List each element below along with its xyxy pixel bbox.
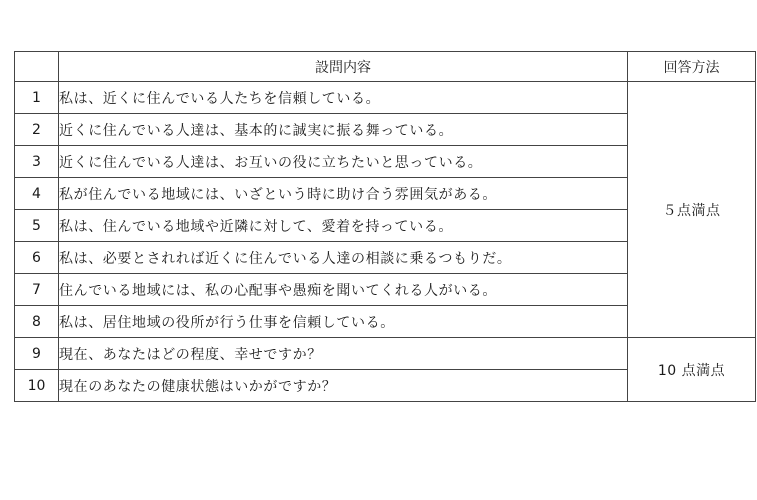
question-text: 私は、近くに住んでいる人たちを信頼している。 bbox=[59, 82, 628, 114]
question-number: 2 bbox=[15, 114, 59, 146]
question-number: 6 bbox=[15, 242, 59, 274]
question-text: 私は、住んでいる地域や近隣に対して、愛着を持っている。 bbox=[59, 210, 628, 242]
survey-table bbox=[14, 51, 756, 402]
question-number: 3 bbox=[15, 146, 59, 178]
table-body bbox=[15, 82, 756, 402]
question-number: 10 bbox=[15, 370, 59, 402]
question-text: 私は、必要とされれば近くに住んでいる人達の相談に乗るつもりだ。 bbox=[59, 242, 628, 274]
question-text: 現在のあなたの健康状態はいかがですか？ bbox=[59, 370, 628, 402]
header-content-cell: 設問内容 bbox=[59, 52, 628, 82]
table-row bbox=[15, 338, 756, 370]
question-text: 現在、あなたはどの程度、幸せですか？ bbox=[59, 338, 628, 370]
answer-method-cell: ５点満点 bbox=[628, 82, 756, 338]
question-number: 1 bbox=[15, 82, 59, 114]
table-header bbox=[15, 52, 756, 82]
header-method-cell: 回答方法 bbox=[628, 52, 756, 82]
answer-method-cell: 10 点満点 bbox=[628, 338, 756, 402]
question-text: 私が住んでいる地域には、いざという時に助け合う雰囲気がある。 bbox=[59, 178, 628, 210]
question-number: 5 bbox=[15, 210, 59, 242]
question-number: 9 bbox=[15, 338, 59, 370]
question-number: 4 bbox=[15, 178, 59, 210]
question-number: 7 bbox=[15, 274, 59, 306]
question-number: 8 bbox=[15, 306, 59, 338]
question-text: 私は、居住地域の役所が行う仕事を信頼している。 bbox=[59, 306, 628, 338]
question-text: 近くに住んでいる人達は、お互いの役に立ちたいと思っている。 bbox=[59, 146, 628, 178]
question-text: 近くに住んでいる人達は、基本的に誠実に振る舞っている。 bbox=[59, 114, 628, 146]
table-row bbox=[15, 82, 756, 114]
question-text: 住んでいる地域には、私の心配事や愚痴を聞いてくれる人がいる。 bbox=[59, 274, 628, 306]
header-number-cell bbox=[15, 52, 59, 82]
header-row bbox=[15, 52, 756, 82]
